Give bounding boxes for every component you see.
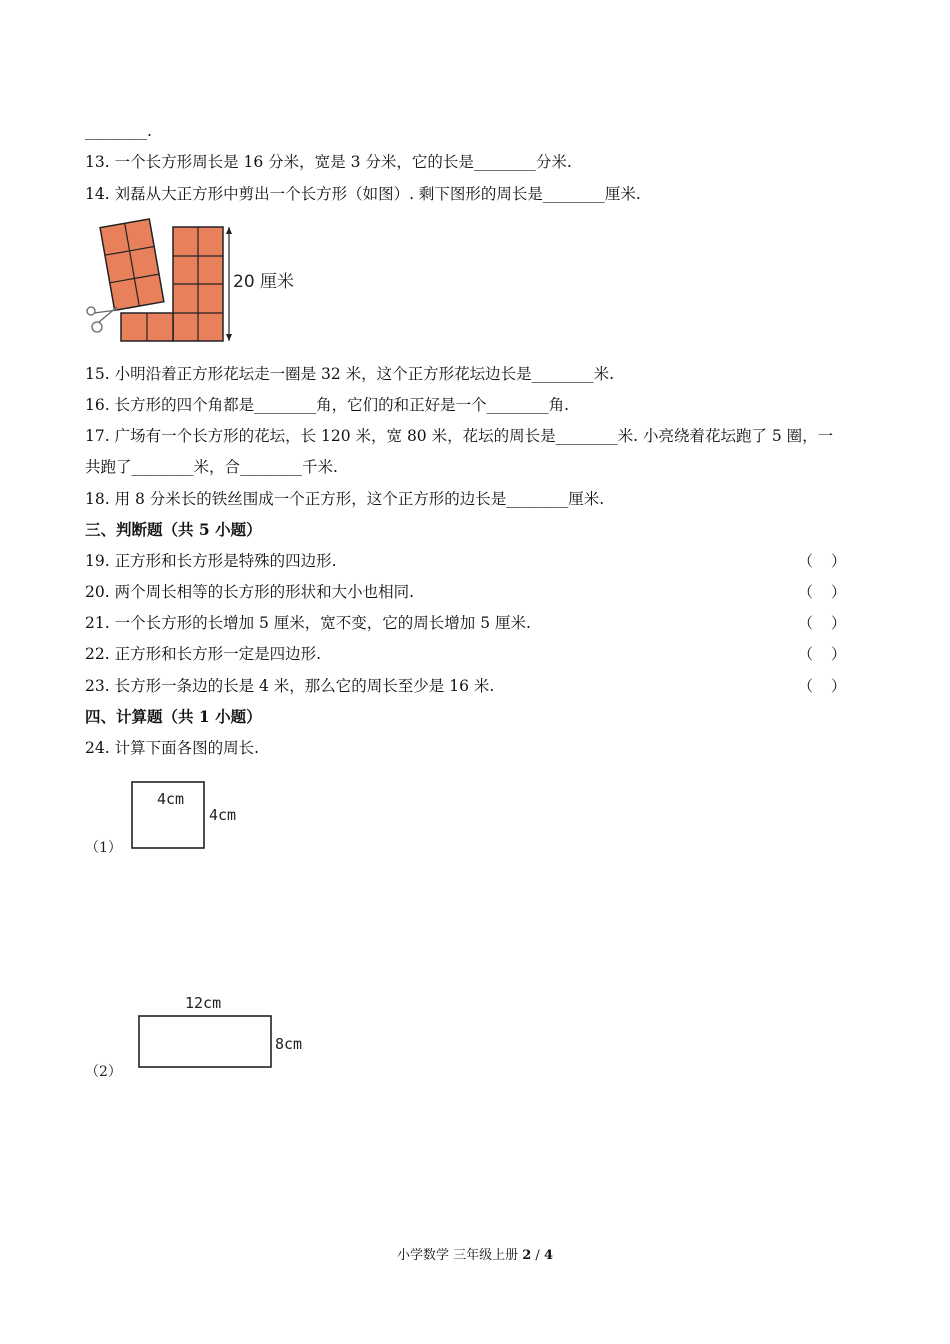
answer-parens-20: （ ） (798, 583, 847, 601)
scissors-icon (87, 307, 117, 332)
question-16: 16. 长方形的四个角都是________角，它们的和正好是一个________角. (85, 396, 570, 414)
dimension-label: 20 厘米 (233, 272, 295, 292)
rectangle-figure (85, 990, 325, 1090)
question-18: 18. 用 8 分米长的铁丝围成一个正方形，这个正方形的边长是________厘米. (85, 490, 605, 508)
answer-parens-19: （ ） (798, 552, 847, 570)
question-20: 20. 两个周长相等的长方形的形状和大小也相同. (85, 583, 415, 601)
rectangle-side-label: 8cm (275, 1035, 303, 1053)
page-number: 2 (522, 1248, 532, 1263)
dimension-line (226, 227, 232, 341)
question-13: 13. 一个长方形周长是 16 分米，宽是 3 分米，它的长是________分米. (85, 153, 572, 171)
square-top-label: 4cm (157, 790, 185, 808)
section-3-heading: 三、判断题（共 5 小题） (85, 520, 262, 539)
question-22: 22. 正方形和长方形一定是四边形. (85, 645, 322, 663)
tilted-rectangle-piece (100, 219, 164, 310)
question-24: 24. 计算下面各图的周长. (85, 739, 260, 757)
answer-parens-23: （ ） (798, 677, 847, 695)
question-15: 15. 小明沿着正方形花坛走一圈是 32 米，这个正方形花坛边长是________米. (85, 365, 615, 383)
footer-text: 小学数学 三年级上册 (396, 1248, 523, 1263)
page-total: 4 (543, 1248, 553, 1263)
question-21: 21. 一个长方形的长增加 5 厘米，宽不变，它的周长增加 5 厘米. (85, 614, 531, 632)
rectangle-top-label: 12cm (185, 994, 222, 1012)
page-footer (0, 1244, 950, 1263)
square-figure (85, 770, 265, 880)
cut-rectangle-figure (83, 215, 303, 345)
rectangle-shape (139, 1016, 271, 1067)
answer-blank-line: ________. (85, 122, 152, 140)
figure-1-number: （1） (85, 840, 122, 856)
question-14: 14. 刘磊从大正方形中剪出一个长方形（如图）. 剩下图形的周长是________厘米. (85, 185, 641, 203)
question-17-line-2: 共跑了________米，合________千米. (85, 458, 338, 476)
question-17-line-1: 17. 广场有一个长方形的花坛，长 120 米，宽 80 米，花坛的周长是________米. 小亮绕着花坛跑了 5 圈，一 (85, 427, 834, 445)
question-19: 19. 正方形和长方形是特殊的四边形. (85, 552, 337, 570)
square-side-label: 4cm (209, 806, 237, 824)
answer-parens-21: （ ） (798, 614, 847, 632)
page-separator: / (531, 1248, 544, 1263)
section-4-heading: 四、计算题（共 1 小题） (85, 707, 262, 726)
answer-parens-22: （ ） (798, 645, 847, 663)
question-23: 23. 长方形一条边的长是 4 米，那么它的周长至少是 16 米. (85, 677, 495, 695)
figure-2-number: （2） (85, 1064, 122, 1080)
